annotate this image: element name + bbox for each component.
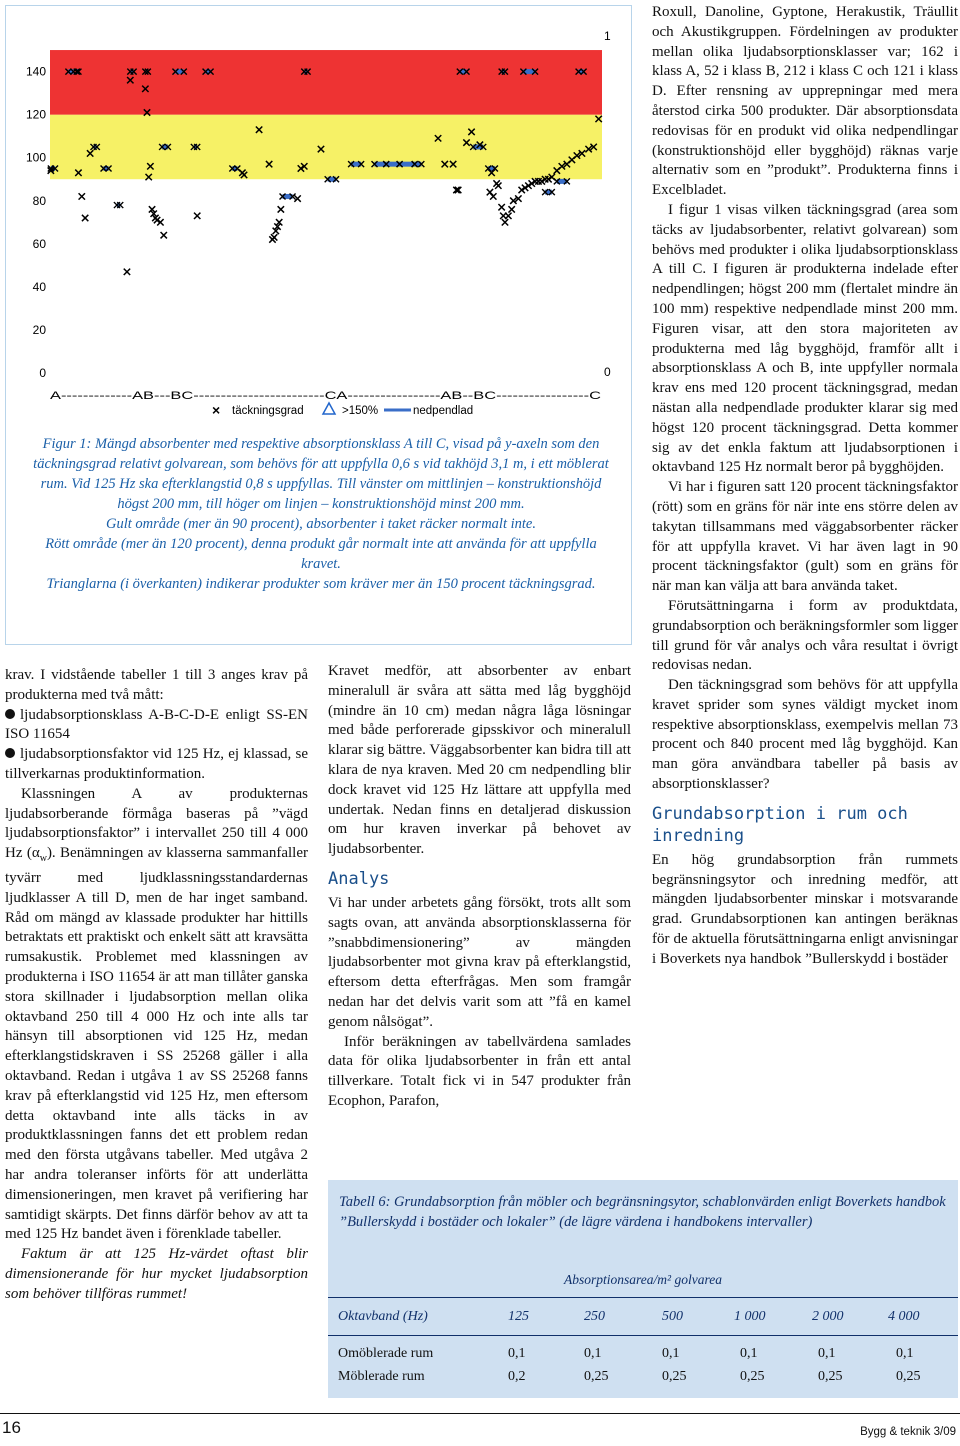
table-row bbox=[328, 1369, 958, 1391]
table-cell: 0,1 bbox=[662, 1346, 680, 1361]
legend-label-coverage: täckningsgrad bbox=[232, 405, 304, 417]
section-heading-grundabsorption: Grundabsorption i rum och inredning bbox=[652, 803, 908, 846]
paragraph-text: ). Benämningen av klasserna sammanfaller tyvärr med ljudklassningsstandardernas ljudklasser A till D, men de har inget samband. Råd om mängd av klassade produkter har hittills betraktats ett praktiskt och enkelt sätt att kravsätta rumsakustik. Problemet med klassningen av produkterna i ISO 11654 är att man tillåter ganska stora skillnader i ljudabsorption mellan olika oktavband 250 till 4 000 Hz och inte alls tar hänsyn till absorptionen vid 125 Hz, medan efterklangstidskraven i SS 25268 gäller i alla oktavband. Redan i utgåva 1 av SS 25268 fanns krav på efterklangstid vid 125 Hz, men eftersom detta oktavband inte alls täcks in av produktklassningen fanns det ett problem redan med den första utgåvans tabeller. Med utgåva 2 har andra toleranser införts för att underlätta dimensioneringen, men kravet på verifiering har samtidigt skärpts. Det finns därför behov av att ta med 125 Hz bandet även i förenklade tabeller. bbox=[5, 845, 308, 1243]
x-axis-class-labels: A-------------AB---BC------------------------CA-----------------AB--BC-----------------C bbox=[50, 390, 602, 402]
right-axis-tick-bottom: 0 bbox=[604, 365, 611, 379]
legend-triangle-icon bbox=[323, 403, 335, 414]
table-cell: 0,1 bbox=[740, 1346, 758, 1361]
y-tick-label: 140 bbox=[25, 64, 46, 79]
table-row bbox=[328, 1346, 958, 1368]
table-header-cell: 1 000 bbox=[734, 1309, 766, 1324]
y-tick-label: 20 bbox=[32, 322, 46, 337]
table-header-cell: 4 000 bbox=[888, 1309, 920, 1324]
paragraph: En hög grundabsorption från rummets begränsningsytor och inredning medför, att mängden ljudabsorbenter minskar i motsvarande grad. Grundabsorptionen kan antingen beräknas för de aktuella förutsättningarna enligt anvisningar i Boverkets nya handbok ”Bullerskydd i bostäder bbox=[652, 851, 958, 967]
paragraph bbox=[5, 785, 308, 1245]
table-cell: 0,1 bbox=[508, 1346, 526, 1361]
page-number: 16 bbox=[2, 1418, 21, 1437]
paragraph: Roxull, Danoline, Gyptone, Herakustik, Träullit och Akustikgruppen. Fördelningen av produkter mellan olika ljudabsorptionsklasser var; 162 i klass A, 52 i klass B, 212 i klass C och 121 i klass D. Efter rensning av upprepningar med mera återstod cirka 500 produkter. Där absorptionsdata redovisas för en produkt vid olika nedpendlingar (konstruktionshöjd eller bygghöjd) räknas varje alternativ som en ”produkt”. Produkterna finns i Excelbladet. bbox=[652, 4, 958, 199]
coverage-data-point bbox=[82, 215, 88, 221]
table-cell: 0,25 bbox=[740, 1369, 765, 1384]
bullet-text: ljudabsorptionsfaktor vid 125 Hz, ej klassad, se tillverkarnas produktinformation. bbox=[5, 746, 308, 782]
table-cell: Omöblerade rum bbox=[338, 1346, 434, 1361]
coverage-data-point bbox=[498, 204, 504, 210]
journal-name: Bygg & teknik 3/09 bbox=[860, 1426, 956, 1438]
table-header-cell: Oktavband (Hz) bbox=[338, 1309, 428, 1324]
paragraph: Vi har under arbetets gång försökt, trots allt som sagts ovan, att använda absorptionsklasserna för ”snabbdimensionering” av mängden ljudabsorbenter mot givna krav på efterklangstid, eftersom detta efterfrågas. Men som framgår nedan har det delvis varit som att ”få en kamel genom nålsögat”. bbox=[328, 894, 631, 1030]
footer-rule bbox=[0, 1413, 960, 1414]
y-tick-label: 60 bbox=[32, 236, 46, 251]
coverage-data-point bbox=[278, 206, 284, 212]
coverage-data-point bbox=[502, 219, 508, 225]
paragraph: I figur 1 visas vilken täckningsgrad (area som täcks av ljudabsorbenter, relativt golvarean) som behövs med produkter i olika ljudabsorptionsklass A till C. I figuren är produkterna indelade efter nedpendlingen; högst 200 mm (flertalet mindre än 100 mm) respektive nedpendlade minst 200 mm. Figuren visar, att den stora majoriteten av produkterna med låg bygghöjd, framför allt i absorptionsklass A och B, inte uppfyller normala krav ens med 120 procent täckningsgrad, medan nästan alla nedpendlade produkter klarar sig med högst 120 procent täckningsgrad. Detta kommer sig av det enkla faktum att ljudabsorptionen i oktavband 125 Hz normalt beror på bygghöjden. bbox=[652, 201, 958, 476]
coverage-data-point bbox=[490, 193, 496, 199]
paragraph: Kravet medför, att absorbenter av enbart mineralull är svåra att sätta med låg bygghöjd (mindre än 10 cm) medan några låga lösningar med både perforerade gipsskivor och mineralull klarar sig bättre. Väggabsorbenter kan bidra till att klara de nya kraven. Med 20 cm nedpendling blir dock kravet vid 125 Hz lättare att uppfylla med undertak. Nedan finns en detaljerad diskussion om hur kraven inverkar på behovet av ljudabsorbenter. bbox=[328, 663, 631, 858]
text-column-2 bbox=[328, 662, 631, 1112]
bullet-dot-icon bbox=[5, 709, 15, 719]
legend-label-suspended: nedpendlad bbox=[413, 405, 474, 417]
table-cell: 0,2 bbox=[508, 1369, 526, 1384]
figure-caption-red: Rött område (mer än 120 procent), denna produkt går normalt inte att använda för att uppfylla kravet. bbox=[45, 536, 597, 572]
emphasis-paragraph: Faktum är att 125 Hz-värdet oftast blir dimensionerande för hur mycket ljudabsorption som behöver tillföras rummet! bbox=[5, 1246, 308, 1302]
table-cell: 0,25 bbox=[818, 1369, 843, 1384]
yellow-band bbox=[50, 115, 602, 180]
table-cell: 0,1 bbox=[584, 1346, 602, 1361]
y-tick-label: 100 bbox=[25, 150, 46, 165]
coverage-data-point bbox=[194, 213, 200, 219]
chart-legend bbox=[212, 402, 473, 418]
table-6 bbox=[328, 1180, 958, 1398]
table-header-row bbox=[328, 1309, 958, 1331]
alpha-subscript: w bbox=[39, 853, 47, 865]
paragraph-text: Klassningen A av produkternas ljudabsorberande förmåga baseras på ”vägd ljudabsorptionsfaktor” i intervallet 250 till 4 000 Hz (α bbox=[5, 785, 308, 862]
text-column-1 bbox=[5, 666, 308, 1305]
y-tick-label: 120 bbox=[25, 107, 46, 122]
figure-caption bbox=[26, 434, 616, 594]
legend-cross-icon: × bbox=[212, 402, 221, 418]
text-column-3 bbox=[652, 3, 958, 970]
figure-caption-triangles: Trianglarna (i överkanten) indikerar produkter som kräver mer än 150 procent täckningsgrad. bbox=[46, 576, 596, 592]
table-header-cell: 125 bbox=[508, 1309, 529, 1324]
table-cell: 0,25 bbox=[584, 1369, 609, 1384]
figure-1-chart bbox=[6, 6, 633, 426]
coverage-data-point bbox=[271, 234, 277, 240]
bullet-item bbox=[5, 706, 308, 746]
paragraph: Inför beräkningen av tabellvärdena samlades data för olika ljudabsorbenter in från ett antal tillverkare. Totalt fick vi in 547 produkter från Ecophon, Parafon, bbox=[328, 1033, 631, 1109]
y-tick-label: 40 bbox=[32, 279, 46, 294]
bullet-text: ljudabsorptionsklass A-B-C-D-E enligt SS-EN ISO 11654 bbox=[5, 706, 308, 743]
table-cell: 0,25 bbox=[896, 1369, 921, 1384]
paragraph: Vi har i figuren satt 120 procent täckningsfaktor (rött) som en gräns för när inte ens större delen av takytan tillsammans med väggabsorbenter räcker för att uppfylla kravet. Vi har även lagt in 90 procent täckningsfaktor (gult) som en gräns för när man kan välja att bara använda taket. bbox=[652, 479, 958, 595]
coverage-data-point bbox=[495, 182, 501, 188]
right-axis-tick-top: 1 bbox=[604, 29, 611, 43]
legend-label-over150: >150% bbox=[342, 405, 379, 417]
coverage-data-point bbox=[161, 232, 167, 238]
table-cell: Möblerade rum bbox=[338, 1369, 425, 1384]
table-rule bbox=[328, 1335, 958, 1336]
bullet-item bbox=[5, 745, 308, 785]
bullet-dot-icon bbox=[5, 748, 15, 758]
y-tick-label: 0 bbox=[39, 366, 46, 380]
table-cell: 0,1 bbox=[896, 1346, 914, 1361]
table-header-cell: 2 000 bbox=[812, 1309, 844, 1324]
coverage-data-point bbox=[124, 269, 130, 275]
table-header-cell: 250 bbox=[584, 1309, 605, 1324]
coverage-data-point bbox=[508, 206, 514, 212]
figure-caption-main: Figur 1: Mängd absorbenter med respektive absorptionsklass A till C, visad på y-axeln som den täckningsgrad relativt golvarean, som behövs för att uppfylla 0,6 s vid takhöjd 3,1 m, i ett möblerat rum. Vid 125 Hz ska efterklangstid 0,8 s uppfyllas. Till vänster om mittlinjen – konstruktionshöjd högst 200 mm, till höger om linjen – konstruktionshöjd minst 200 mm. bbox=[33, 436, 609, 512]
table-header-cell: 500 bbox=[662, 1309, 683, 1324]
table-cell: 0,25 bbox=[662, 1369, 687, 1384]
section-heading-analys: Analys bbox=[328, 868, 390, 889]
paragraph: Förutsättningarna i form av produktdata, grundabsorption och beräkningsformler som ligger till grund för vår analys och våra resultat i övrigt redovisas nedan. bbox=[652, 597, 958, 674]
table-subheading: Absorptionsarea/m² golvarea bbox=[564, 1272, 722, 1287]
coverage-data-point bbox=[505, 213, 511, 219]
paragraph: Den täckningsgrad som behövs för att uppfylla kravet sprider som synes väldigt mycket inom respektive absorptionsklass, exempelvis mellan 73 procent och 840 procent med låg bygghöjd. Kan man göra användbara tabeller på basis av absorptionsklasser? bbox=[652, 677, 958, 793]
figure-caption-yellow: Gult område (mer än 90 procent), absorbenter i taket räcker normalt inte. bbox=[106, 516, 536, 532]
figure-1 bbox=[5, 5, 632, 645]
coverage-data-point bbox=[79, 193, 85, 199]
table-caption: Tabell 6: Grundabsorption från möbler och begränsningsytor, schablonvärden enligt Boverkets handbok ”Bullerskydd i bostäder och lokaler” (de lägre värdena i handbokens intervaller) bbox=[339, 1194, 946, 1230]
table-rule bbox=[328, 1297, 958, 1298]
table-cell: 0,1 bbox=[818, 1346, 836, 1361]
y-tick-label: 80 bbox=[32, 193, 46, 208]
paragraph: krav. I vidstående tabeller 1 till 3 anges krav på produkterna med två mått: bbox=[5, 667, 308, 703]
